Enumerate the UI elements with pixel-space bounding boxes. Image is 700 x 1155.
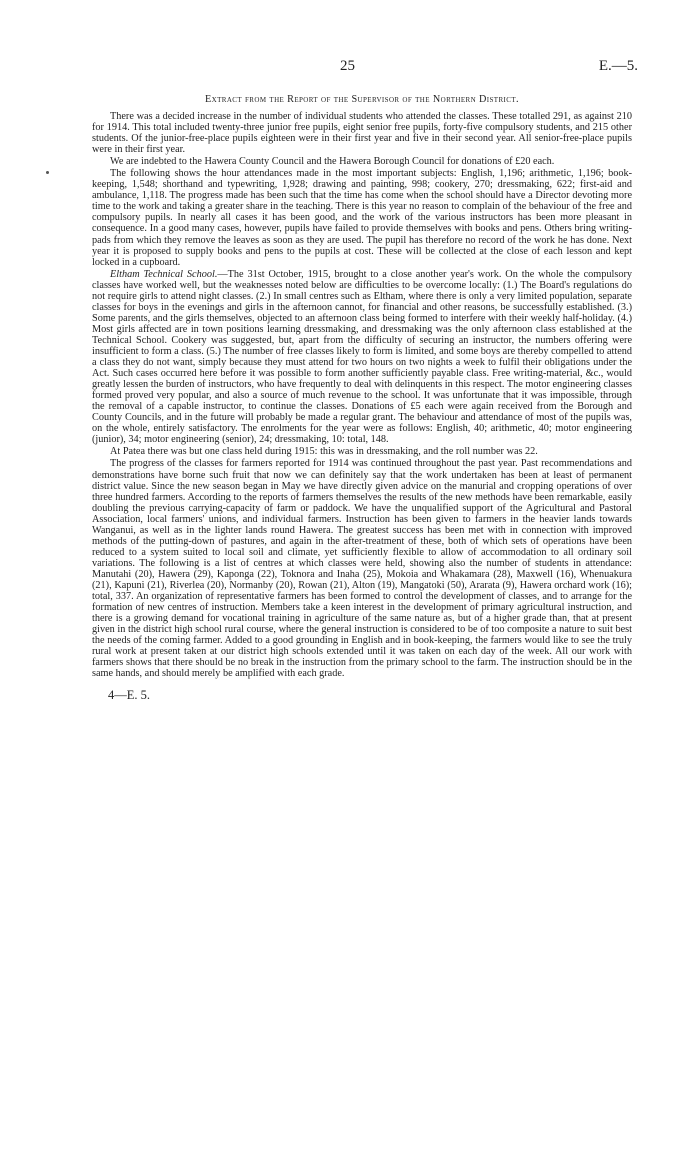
page-footer: 4—E. 5.	[108, 688, 151, 703]
page-number: 25	[340, 58, 355, 74]
margin-dot	[46, 171, 49, 174]
paragraph-eltham	[92, 269, 632, 446]
document-page	[92, 58, 638, 703]
paragraph-students: There was a decided increase in the number of individual students who attended the classes. These totalled 291, as against 210 for 1914. This total included twenty-three junior free pupils, eight senior free pupils, forty-five compulsory students, and 215 other students. Of the junior-free-place pupils eighteen were in their first year and five in their second year. All senior-free-place pupils were in their first year.	[92, 111, 632, 156]
page-header	[92, 58, 638, 80]
report-body	[92, 111, 632, 679]
paragraph-attendances: The following shows the hour attendances made in the most important subjects: English, 1,196; arithmetic, 1,196; book-keeping, 1,548; shorthand and typewriting, 1,928; drawing and painting, 998; cookery, 270; dressmaking, 622; first-aid and ambulance, 1,118. The progress made has been such that the time has come when the school should have a Director devoting more time to the work and taking a greater share in the teaching. There is this year no reason to complain of the behaviour of the free and compulsory pupils. In nearly all cases it has been good, and the work of the various instructors has been more pleasant in consequence. In a good many cases, however, pupils have failed to provide themselves with books and pens. Others bring writing-pads from which they remove the leaves as soon as they are used. The pupil has therefore no record of the work he has done. Next year it is proposed to supply books and pens to the pupils at cost. These will be collected at the close of each lesson and kept locked in a cupboard.	[92, 168, 632, 268]
paragraph-farmers: The progress of the classes for farmers reported for 1914 was continued throughout the past year. Past recommendations and demonstrations have borne such fruit that now we can definitely say that the work undertaken has been at least of permanent district value. Since the new season began in May we have directly given advice on the manurial and cropping operations of over three hundred farmers. According to the reports of farmers themselves the results of the new methods have been remarkable, easily doubling the previous carrying-capacity of farm or paddock. We have the unqualified support of the Agricultural and Pastoral Association, local farmers' unions, and individual farmers. Instruction has been given to farmers in the heavier lands towards Wanganui, as well as in the lighter lands round Hawera. The greatest success has been met with in connection with improved methods of the putting-down of pastures, and again in the after-treatment of these, both of which sets of operations have been reduced to a system suited to local soil and climate, yet sufficiently flexible to allow of accommodation to all ordinary soil variations. The following is a list of centres at which classes were held, showing also the number of students in attendance: Manutahi (20), Hawera (29), Kaponga (22), Toknora and Inaha (25), Mokoia and Whakamara (28), Maxwell (16), Whenuakura (21), Kapuni (21), Riverlea (20), Normanby (20), Rowan (21), Alton (19), Mangatoki (50), Ararata (9), Hawera orchard work (16); total, 337. An organization of representative farmers has been formed to control the development of classes, and to arrange for the formation of new centres of instruction. Members take a keen interest in the development of primary agricultural instruction, and there is a growing demand for vocational training in agriculture of the same nature as, but of a higher grade than, that at present given in the district high school rural course, where the general instruction is considered to be of too composite a nature to suit best the needs of the coming farmer. Added to a good grounding in English and in book-keeping, the farmers would like to see the truly rural work at present taken at our district high schools extended until it was taken on each day of the week. All our work with farmers shows that there should be no break in the instruction from the primary school to the farm. The instruction should be in the same hands, and should merely be amplified with each grade.	[92, 458, 632, 680]
document-reference: E.—5.	[598, 58, 638, 74]
paragraph-donations: We are indebted to the Hawera County Council and the Hawera Borough Council for donations of £20 each.	[110, 156, 555, 168]
section-heading: Extract from the Report of the Supervisor of the Northern District.	[205, 94, 519, 105]
eltham-text: —The 31st October, 1915, brought to a close another year's work. On the whole the compulsory classes have worked well, but the weaknesses noted below are difficulties to be overcome locally: (1.) The Board's regulations do not require girls to attend night classes. (2.) In small centres such as Eltham, where there is only a very limited population, separate classes for boys in the evenings and girls in the afternoon cannot, for financial and other reasons, be successfully established. (3.) Some parents, and the girls themselves, objected to an afternoon class being formed to interfere with their weekly half-holiday. (4.) Most girls affected are in town positions learning dressmaking, and dressmaking was the only afternoon class established at the Technical School. Cookery was suggested, but, apart from the difficulty of securing an instructor, the numbers offering were insufficient to form a class. (5.) The number of free classes likely to form is limited, and some boys are thereby compelled to attend a class they do not want, simply because they must attend for two hours on two nights a week to fulfil their obligations under the Act. Such cases occurred here before it was possible to form another sufficiently payable class. Free writing-material, &c., would greatly lessen the burden of instructors, who have frequently to deal with delinquents in this respect. The motor engineering classes formed proved very popular, and also a source of much revenue to the school. It was unfortunate that it was impossible, through the removal of a capable instructor, to continue the classes. Donations of £5 each were again received from the Borough and County Councils, and in the future will probably be made a regular grant. The behaviour and attendance of most of the pupils was, on the whole, entirely satisfactory. The enrolments for the year were as follows: English, 40; arithmetic, 40; motor engineering (junior), 34; motor engineering (senior), 24; dressmaking, 10: total, 148.	[92, 268, 632, 446]
eltham-lead: Eltham Technical School.	[110, 268, 218, 280]
paragraph-patea: At Patea there was but one class held during 1915: this was in dressmaking, and the roll number was 22.	[110, 446, 538, 458]
